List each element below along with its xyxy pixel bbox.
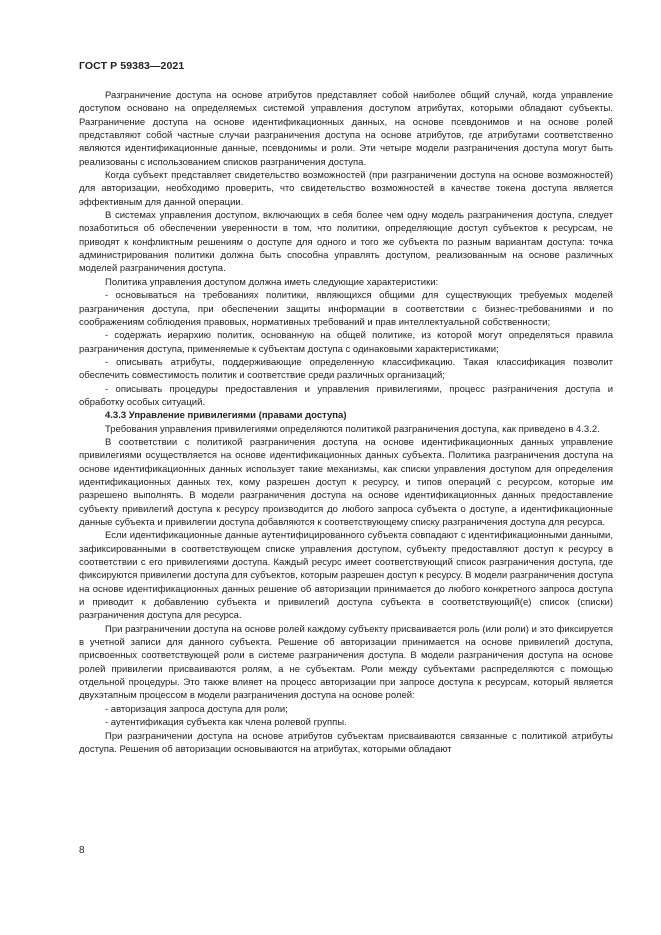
page-number: 8 xyxy=(79,845,85,856)
paragraph: Разграничение доступа на основе атрибутов представляет собой наиболее общий случай, когда управление доступом основано на определяемых системой управления доступом атрибутах, которыми обладают субъекты. Разграничение доступа на основе идентификационных данных, на основе псевдонимов и на основе ролей представляют собой частные случаи разграничения доступа на основе атрибутов, где атрибутами соответственно являются идентификационные данные, псевдонимы и роли. Эти четыре модели разграничения доступа могут быть реализованы с использованием списков разграничения доступа. xyxy=(79,90,613,168)
paragraph: Политика управления доступом должна иметь следующие характеристики: xyxy=(105,276,439,288)
section-heading: 4.3.3 Управление привилегиями (правами доступа) xyxy=(105,410,347,422)
paragraph: Если идентификационные данные аутентифицированного субъекта совпадают с идентификационными данными, зафиксированными в соответствующем списке управления доступом, субъекту предоставляют доступ к ресурсу в соответствии с его привилегиями доступа. Каждый ресурс имеет соответствующий список разграничения доступа, где фиксируются привилегии доступа для субъектов, которым разрешен доступ к ресурсу. В модели разграничения доступа на основе идентификационных данных решение об авторизации принимается до любого конкретного запроса доступа и приводит к добавлению субъекта и привилегий доступа субъекта в соответствующий(е) список (списки) разграничения доступа для ресурса. xyxy=(79,530,614,622)
paragraph: В соответствии с политикой разграничения доступа на основе идентификационных данных управление привилегиями осуществляется на основе идентификационных данных субъекта. Политика разграничения доступа на основе идентификационных данных использует такие механизмы, как списки управления доступом для определения идентификационных данных тех, кому разрешен доступ к ресурсу, и типов операций с ресурсом, которые им разрешено выполнять. В модели разграничения доступа на основе идентификационных данных предоставление субъекту привилегий доступа к ресурсу производится до любого запроса субъекта о доступе, а идентификационные данные субъекта и привилегии доступа добавляются к соответствующему списку разграничения доступа для ресурса. xyxy=(79,436,613,528)
paragraph: - аутентификация субъекта как члена ролевой группы. xyxy=(105,717,347,729)
page-header: ГОСТ Р 59383—2021 xyxy=(79,60,185,72)
document-body xyxy=(79,89,613,756)
paragraph: Требования управления привилегиями определяются политикой разграничения доступа, как приведено в 4.3.2. xyxy=(105,423,600,435)
paragraph: В системах управления доступом, включающих в себя более чем одну модель разграничения доступа, следует позаботиться об обеспечении уверенности в том, что политики, определяющие доступ субъектов к ресурсам, не приводят к конфликтным решениям о доступе для одного и того же субъекта по разным вариантам доступа: точка администрирования политики должна быть способна управлять доступом, реализованным на основе различных моделей разграничения доступа. xyxy=(79,210,613,275)
paragraph: Когда субъект представляет свидетельство возможностей (при разграничении доступа на основе возможностей) для авторизации, необходимо проверить, что свидетельство возможностей в качестве токена доступа является эффективным для данной операции. xyxy=(79,170,613,208)
paragraph: - описывать процедуры предоставления и управления привилегиями, процесс разграничения доступа и обработку особых ситуаций. xyxy=(79,383,613,408)
paragraph: - основываться на требованиях политики, являющихся общими для существующих требуемых моделей разграничения доступа, при обеспечении защиты информации в соответствии с бизнес-требованиями и по соображениям соблюдения правовых, нормативных требований и прав интеллектуальной собственности; xyxy=(79,290,613,328)
paragraph: - описывать атрибуты, поддерживающие определенную классификацию. Такая классификация позволит обеспечить совместимость политик и соответствие среди различных организаций; xyxy=(79,356,613,382)
paragraph: При разграничении доступа на основе атрибутов субъектам присваиваются связанные с политикой атрибуты доступа. Решения об авторизации основываются на атрибутах, которыми обладают xyxy=(79,730,613,755)
paragraph: - авторизация запроса доступа для роли; xyxy=(105,703,288,715)
paragraph: При разграничении доступа на основе ролей каждому субъекту присваивается роль (или роли) и это фиксируется в учетной записи для данного субъекта. Решение об авторизации принимается на основе привилегий доступа, присвоенных соответствующей роли в системе разграничения доступа. В модели разграничения доступа на основе ролей привилегии присваиваются ролям, а не субъектам. Роли между субъектами распределяются с помощью отдельной процедуры. Это также влияет на процесс авторизации при запросе доступа к ресурсам, который является двухэтапным процессом в модели разграничения доступа на основе ролей: xyxy=(79,623,613,702)
paragraph: - содержать иерархию политик, основанную на общей политике, из которой могут определяться правила разграничения доступа, применяемые к субъектам доступа с одинаковыми характеристиками; xyxy=(79,330,613,355)
